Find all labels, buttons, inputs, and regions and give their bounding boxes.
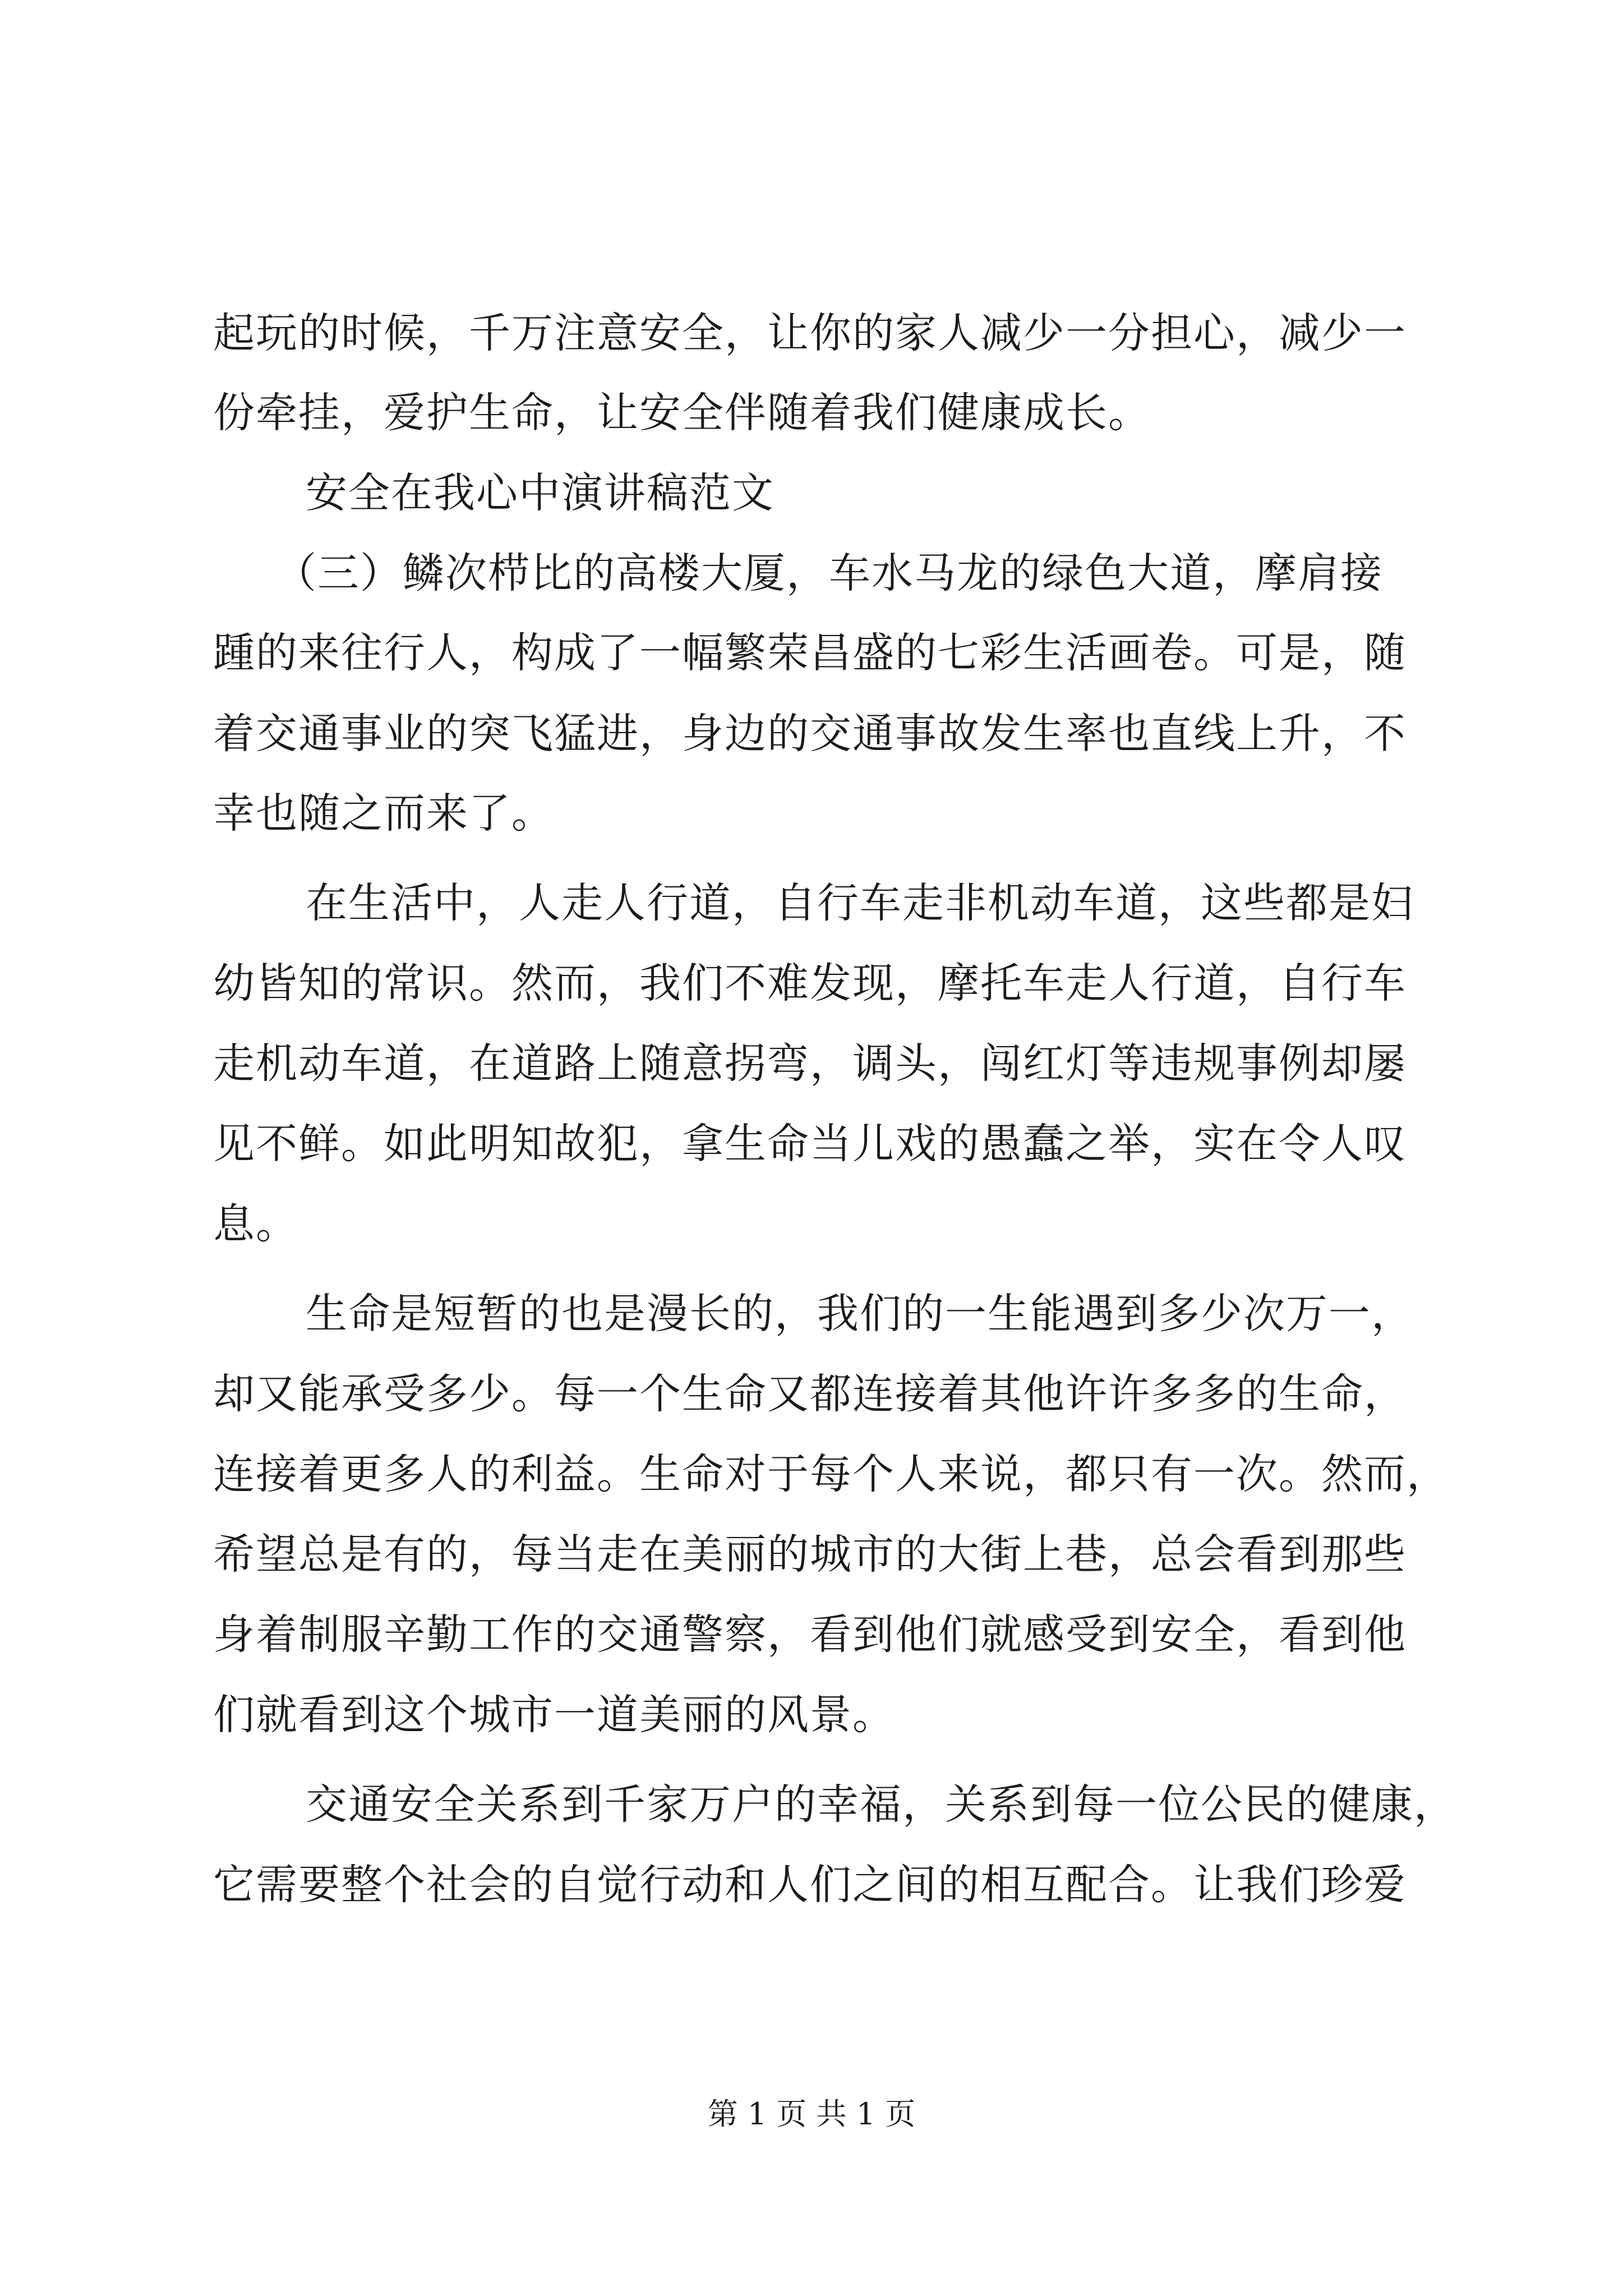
text-line: 希望总是有的，每当走在美丽的城市的大街上巷，总会看到那些 (213, 1530, 1407, 1579)
page-footer: 第 1 页 共 1 页 (707, 2096, 916, 2132)
text-line: 身着制服辛勤工作的交通警察，看到他们就感受到安全，看到他 (213, 1611, 1407, 1659)
text-line: 却又能承受多少。每一个生命又都连接着其他许许多多的生命， (213, 1370, 1407, 1418)
text-line: 见不鲜。如此明知故犯，拿生命当儿戏的愚蠢之举，实在令人叹 (213, 1120, 1407, 1168)
section-heading: 安全在我心中演讲稿范文 (306, 469, 774, 517)
text-line: 份牵挂，爱护生命，让安全伴随着我们健康成长。 (213, 389, 1151, 437)
text-line: 交通安全关系到千家万户的幸福，关系到每一位公民的健康， (306, 1780, 1456, 1829)
text-line: 在生活中，人走人行道，自行车走非机动车道，这些都是妇 (306, 879, 1414, 927)
text-line: 连接着更多人的利益。生命对于每个人来说，都只有一次。然而， (213, 1450, 1449, 1498)
text-line: 们就看到这个城市一道美丽的风景。 (213, 1691, 895, 1739)
text-line: 起玩的时候，千万注意安全，让你的家人减少一分担心，减少一 (213, 309, 1407, 357)
text-line: 着交通事业的突飞猛进，身边的交通事故发生率也直线上升，不 (213, 710, 1407, 758)
text-line: （三）鳞次栉比的高楼大厦，车水马龙的绿色大道，摩肩接 (275, 549, 1383, 597)
text-line: 息。 (213, 1200, 298, 1248)
text-line: 幸也随之而来了。 (213, 789, 554, 838)
text-line: 走机动车道，在道路上随意拐弯，调头，闯红灯等违规事例却屡 (213, 1039, 1407, 1088)
text-line: 生命是短暂的也是漫长的，我们的一生能遇到多少次万一， (306, 1290, 1414, 1338)
text-line: 它需要整个社会的自觉行动和人们之间的相互配合。让我们珍爱 (213, 1861, 1407, 1909)
text-line: 踵的来往行人，构成了一幅繁荣昌盛的七彩生活画卷。可是，随 (213, 629, 1407, 677)
text-line: 幼皆知的常识。然而，我们不难发现，摩托车走人行道，自行车 (213, 959, 1407, 1007)
